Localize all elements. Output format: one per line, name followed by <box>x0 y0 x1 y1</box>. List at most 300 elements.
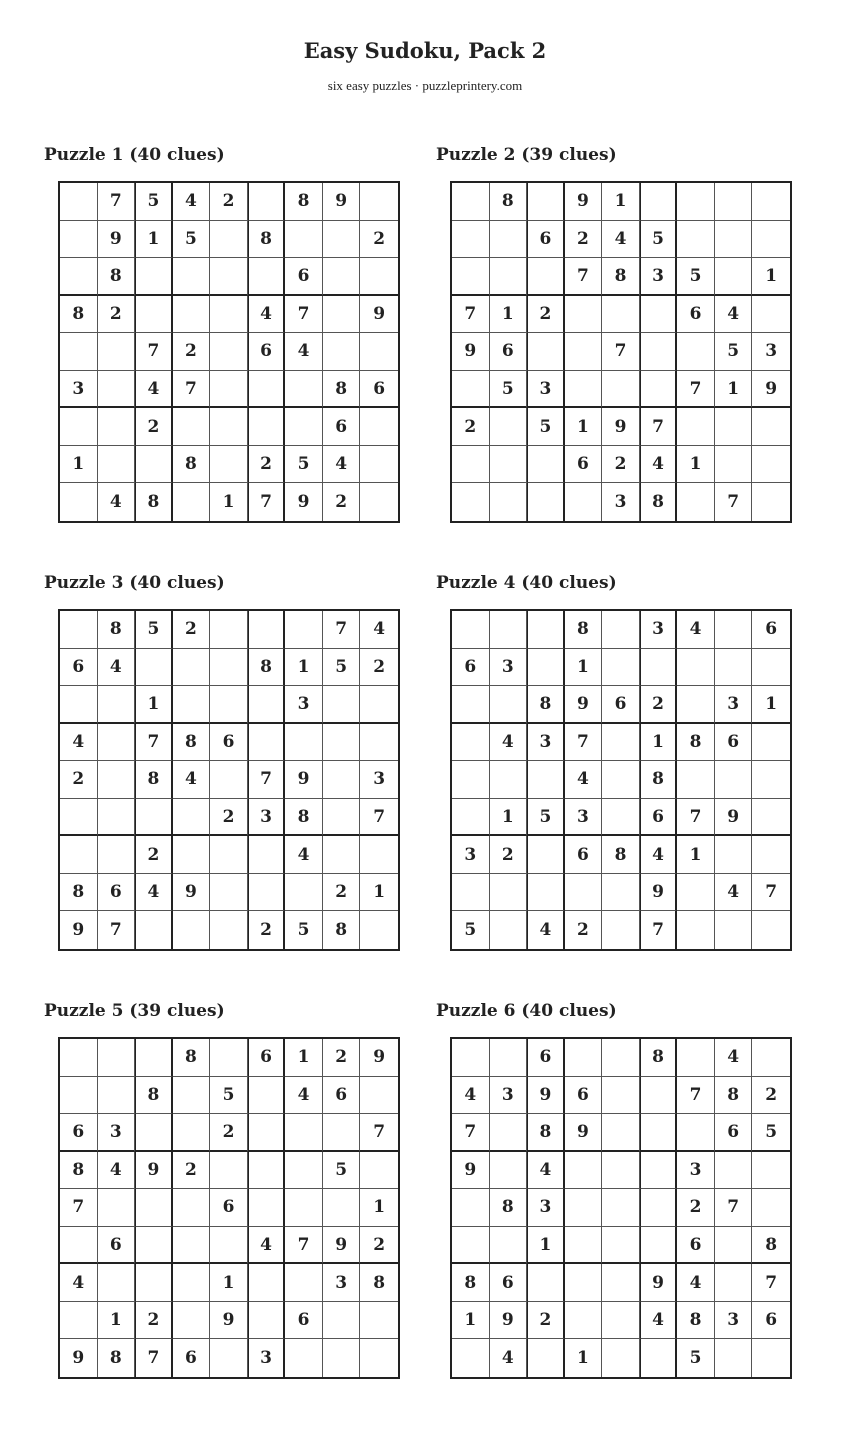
sudoku-cell[interactable]: 1 <box>135 686 173 724</box>
sudoku-cell[interactable] <box>248 1264 286 1302</box>
sudoku-cell[interactable]: 6 <box>60 649 98 687</box>
sudoku-cell[interactable] <box>752 1339 790 1377</box>
sudoku-cell[interactable] <box>752 911 790 949</box>
sudoku-cell[interactable] <box>360 483 398 521</box>
sudoku-cell[interactable] <box>715 1339 753 1377</box>
sudoku-cell[interactable]: 1 <box>360 1189 398 1227</box>
sudoku-cell[interactable] <box>752 1039 790 1077</box>
sudoku-cell[interactable] <box>527 258 565 296</box>
sudoku-cell[interactable]: 2 <box>135 1302 173 1340</box>
sudoku-cell[interactable]: 4 <box>715 874 753 912</box>
sudoku-cell[interactable] <box>602 611 640 649</box>
sudoku-cell[interactable] <box>677 1114 715 1152</box>
sudoku-cell[interactable] <box>640 333 678 371</box>
sudoku-cell[interactable] <box>248 408 286 446</box>
sudoku-cell[interactable]: 8 <box>60 296 98 334</box>
sudoku-cell[interactable] <box>452 483 490 521</box>
sudoku-cell[interactable] <box>210 1227 248 1265</box>
sudoku-cell[interactable]: 3 <box>452 836 490 874</box>
sudoku-cell[interactable] <box>677 1039 715 1077</box>
sudoku-cell[interactable]: 7 <box>752 1264 790 1302</box>
sudoku-cell[interactable]: 1 <box>210 1264 248 1302</box>
sudoku-cell[interactable]: 7 <box>323 611 361 649</box>
sudoku-cell[interactable]: 6 <box>285 258 323 296</box>
sudoku-cell[interactable] <box>323 799 361 837</box>
sudoku-cell[interactable] <box>60 836 98 874</box>
sudoku-cell[interactable]: 8 <box>98 1339 136 1377</box>
sudoku-cell[interactable] <box>452 446 490 484</box>
sudoku-cell[interactable] <box>98 446 136 484</box>
sudoku-cell[interactable] <box>210 371 248 409</box>
sudoku-cell[interactable]: 8 <box>677 724 715 762</box>
sudoku-cell[interactable]: 8 <box>527 686 565 724</box>
sudoku-cell[interactable] <box>452 874 490 912</box>
sudoku-cell[interactable]: 1 <box>752 686 790 724</box>
sudoku-cell[interactable] <box>98 408 136 446</box>
sudoku-cell[interactable]: 9 <box>452 333 490 371</box>
sudoku-cell[interactable]: 1 <box>98 1302 136 1340</box>
sudoku-cell[interactable]: 3 <box>640 611 678 649</box>
sudoku-cell[interactable]: 8 <box>677 1302 715 1340</box>
sudoku-cell[interactable] <box>60 258 98 296</box>
sudoku-cell[interactable] <box>360 724 398 762</box>
sudoku-cell[interactable]: 8 <box>173 724 211 762</box>
sudoku-cell[interactable]: 8 <box>173 1039 211 1077</box>
sudoku-cell[interactable] <box>135 911 173 949</box>
sudoku-cell[interactable] <box>248 258 286 296</box>
sudoku-cell[interactable] <box>60 221 98 259</box>
sudoku-cell[interactable] <box>323 836 361 874</box>
sudoku-cell[interactable]: 3 <box>490 1077 528 1115</box>
sudoku-cell[interactable]: 4 <box>135 874 173 912</box>
sudoku-cell[interactable] <box>602 911 640 949</box>
sudoku-cell[interactable] <box>640 183 678 221</box>
sudoku-cell[interactable] <box>173 1114 211 1152</box>
sudoku-cell[interactable]: 1 <box>452 1302 490 1340</box>
sudoku-cell[interactable] <box>285 1152 323 1190</box>
sudoku-cell[interactable]: 1 <box>285 649 323 687</box>
sudoku-cell[interactable]: 8 <box>285 799 323 837</box>
sudoku-cell[interactable]: 6 <box>285 1302 323 1340</box>
sudoku-cell[interactable] <box>285 1189 323 1227</box>
sudoku-cell[interactable]: 1 <box>527 1227 565 1265</box>
sudoku-cell[interactable] <box>452 1227 490 1265</box>
sudoku-cell[interactable] <box>490 686 528 724</box>
sudoku-cell[interactable] <box>565 1227 603 1265</box>
sudoku-cell[interactable] <box>490 611 528 649</box>
sudoku-cell[interactable]: 3 <box>285 686 323 724</box>
sudoku-cell[interactable] <box>323 221 361 259</box>
sudoku-cell[interactable] <box>285 611 323 649</box>
sudoku-cell[interactable]: 2 <box>210 183 248 221</box>
sudoku-cell[interactable] <box>173 1264 211 1302</box>
sudoku-cell[interactable]: 7 <box>640 408 678 446</box>
sudoku-cell[interactable] <box>360 258 398 296</box>
sudoku-cell[interactable] <box>360 1339 398 1377</box>
sudoku-cell[interactable]: 6 <box>527 1039 565 1077</box>
sudoku-cell[interactable]: 3 <box>640 258 678 296</box>
sudoku-cell[interactable]: 9 <box>285 761 323 799</box>
sudoku-cell[interactable]: 5 <box>210 1077 248 1115</box>
sudoku-cell[interactable] <box>527 333 565 371</box>
sudoku-cell[interactable] <box>98 836 136 874</box>
sudoku-cell[interactable]: 7 <box>677 371 715 409</box>
sudoku-cell[interactable] <box>752 446 790 484</box>
sudoku-cell[interactable] <box>752 799 790 837</box>
sudoku-cell[interactable] <box>452 611 490 649</box>
sudoku-cell[interactable] <box>527 483 565 521</box>
sudoku-cell[interactable] <box>173 1302 211 1340</box>
sudoku-cell[interactable]: 7 <box>360 1114 398 1152</box>
sudoku-cell[interactable] <box>565 371 603 409</box>
sudoku-cell[interactable]: 1 <box>490 296 528 334</box>
sudoku-cell[interactable] <box>98 1264 136 1302</box>
sudoku-cell[interactable] <box>602 724 640 762</box>
sudoku-cell[interactable]: 8 <box>640 1039 678 1077</box>
sudoku-cell[interactable] <box>210 686 248 724</box>
sudoku-cell[interactable]: 4 <box>98 1152 136 1190</box>
sudoku-cell[interactable] <box>60 1039 98 1077</box>
sudoku-cell[interactable] <box>677 483 715 521</box>
sudoku-cell[interactable]: 9 <box>210 1302 248 1340</box>
sudoku-cell[interactable] <box>323 1189 361 1227</box>
sudoku-cell[interactable]: 6 <box>360 371 398 409</box>
sudoku-cell[interactable] <box>452 686 490 724</box>
sudoku-cell[interactable]: 4 <box>490 724 528 762</box>
sudoku-cell[interactable]: 6 <box>490 1264 528 1302</box>
sudoku-cell[interactable] <box>173 258 211 296</box>
sudoku-cell[interactable] <box>173 1189 211 1227</box>
sudoku-cell[interactable]: 5 <box>527 408 565 446</box>
sudoku-cell[interactable]: 2 <box>173 333 211 371</box>
sudoku-cell[interactable] <box>98 724 136 762</box>
sudoku-cell[interactable]: 2 <box>640 686 678 724</box>
sudoku-cell[interactable]: 1 <box>360 874 398 912</box>
sudoku-cell[interactable] <box>323 1302 361 1340</box>
sudoku-cell[interactable] <box>452 1339 490 1377</box>
sudoku-cell[interactable]: 3 <box>60 371 98 409</box>
sudoku-cell[interactable] <box>715 649 753 687</box>
sudoku-cell[interactable] <box>173 686 211 724</box>
sudoku-cell[interactable]: 4 <box>527 1152 565 1190</box>
sudoku-cell[interactable] <box>60 408 98 446</box>
sudoku-cell[interactable]: 9 <box>323 1227 361 1265</box>
sudoku-cell[interactable] <box>210 1339 248 1377</box>
sudoku-cell[interactable]: 4 <box>285 333 323 371</box>
sudoku-cell[interactable] <box>490 761 528 799</box>
sudoku-cell[interactable] <box>602 1189 640 1227</box>
sudoku-cell[interactable] <box>135 1264 173 1302</box>
sudoku-cell[interactable]: 9 <box>60 1339 98 1377</box>
sudoku-cell[interactable]: 2 <box>210 799 248 837</box>
sudoku-cell[interactable]: 4 <box>640 446 678 484</box>
sudoku-cell[interactable] <box>285 1339 323 1377</box>
sudoku-cell[interactable] <box>210 333 248 371</box>
sudoku-cell[interactable]: 2 <box>360 1227 398 1265</box>
sudoku-cell[interactable]: 9 <box>360 1039 398 1077</box>
sudoku-cell[interactable] <box>602 874 640 912</box>
sudoku-cell[interactable] <box>527 1339 565 1377</box>
sudoku-cell[interactable] <box>452 799 490 837</box>
sudoku-cell[interactable]: 6 <box>565 836 603 874</box>
sudoku-cell[interactable] <box>173 649 211 687</box>
sudoku-cell[interactable]: 4 <box>452 1077 490 1115</box>
sudoku-cell[interactable]: 9 <box>98 221 136 259</box>
sudoku-cell[interactable]: 2 <box>452 408 490 446</box>
sudoku-cell[interactable] <box>452 258 490 296</box>
sudoku-cell[interactable]: 1 <box>677 446 715 484</box>
sudoku-cell[interactable]: 5 <box>285 911 323 949</box>
sudoku-cell[interactable]: 7 <box>715 483 753 521</box>
sudoku-cell[interactable]: 2 <box>565 911 603 949</box>
sudoku-cell[interactable]: 6 <box>715 1114 753 1152</box>
sudoku-cell[interactable]: 2 <box>98 296 136 334</box>
sudoku-cell[interactable] <box>565 296 603 334</box>
sudoku-cell[interactable] <box>173 296 211 334</box>
sudoku-cell[interactable]: 6 <box>323 408 361 446</box>
sudoku-cell[interactable]: 2 <box>602 446 640 484</box>
sudoku-cell[interactable]: 6 <box>677 1227 715 1265</box>
sudoku-cell[interactable] <box>210 1039 248 1077</box>
sudoku-cell[interactable] <box>565 1264 603 1302</box>
sudoku-cell[interactable] <box>490 258 528 296</box>
sudoku-cell[interactable] <box>210 649 248 687</box>
sudoku-cell[interactable] <box>565 333 603 371</box>
sudoku-cell[interactable]: 8 <box>602 836 640 874</box>
sudoku-cell[interactable]: 5 <box>490 371 528 409</box>
sudoku-cell[interactable] <box>248 724 286 762</box>
sudoku-cell[interactable]: 4 <box>285 836 323 874</box>
sudoku-cell[interactable]: 8 <box>490 1189 528 1227</box>
sudoku-cell[interactable]: 3 <box>248 799 286 837</box>
sudoku-cell[interactable] <box>360 911 398 949</box>
sudoku-cell[interactable] <box>210 408 248 446</box>
sudoku-cell[interactable]: 7 <box>135 724 173 762</box>
sudoku-cell[interactable]: 5 <box>323 1152 361 1190</box>
sudoku-cell[interactable]: 4 <box>677 611 715 649</box>
sudoku-cell[interactable] <box>360 408 398 446</box>
sudoku-cell[interactable] <box>60 483 98 521</box>
sudoku-cell[interactable]: 4 <box>98 649 136 687</box>
sudoku-cell[interactable] <box>715 611 753 649</box>
sudoku-cell[interactable]: 9 <box>323 183 361 221</box>
sudoku-cell[interactable]: 3 <box>565 799 603 837</box>
sudoku-cell[interactable] <box>248 371 286 409</box>
sudoku-cell[interactable] <box>490 408 528 446</box>
sudoku-cell[interactable]: 6 <box>60 1114 98 1152</box>
sudoku-cell[interactable]: 3 <box>98 1114 136 1152</box>
sudoku-cell[interactable] <box>210 221 248 259</box>
sudoku-cell[interactable]: 7 <box>60 1189 98 1227</box>
sudoku-cell[interactable]: 7 <box>135 333 173 371</box>
sudoku-cell[interactable] <box>248 836 286 874</box>
sudoku-cell[interactable] <box>527 874 565 912</box>
sudoku-cell[interactable]: 3 <box>715 686 753 724</box>
sudoku-cell[interactable]: 9 <box>135 1152 173 1190</box>
sudoku-cell[interactable] <box>173 408 211 446</box>
sudoku-cell[interactable]: 3 <box>527 1189 565 1227</box>
sudoku-cell[interactable]: 9 <box>565 183 603 221</box>
sudoku-cell[interactable] <box>285 1264 323 1302</box>
sudoku-cell[interactable] <box>60 1227 98 1265</box>
sudoku-cell[interactable] <box>565 874 603 912</box>
sudoku-cell[interactable] <box>602 1264 640 1302</box>
sudoku-cell[interactable] <box>715 408 753 446</box>
sudoku-cell[interactable] <box>527 836 565 874</box>
sudoku-cell[interactable] <box>452 183 490 221</box>
sudoku-cell[interactable] <box>285 221 323 259</box>
sudoku-cell[interactable] <box>640 1339 678 1377</box>
sudoku-cell[interactable]: 4 <box>565 761 603 799</box>
sudoku-cell[interactable]: 3 <box>248 1339 286 1377</box>
sudoku-cell[interactable] <box>248 1077 286 1115</box>
sudoku-cell[interactable]: 8 <box>173 446 211 484</box>
sudoku-cell[interactable] <box>715 761 753 799</box>
sudoku-cell[interactable]: 5 <box>752 1114 790 1152</box>
sudoku-cell[interactable] <box>565 483 603 521</box>
sudoku-cell[interactable] <box>173 1077 211 1115</box>
sudoku-cell[interactable] <box>135 1114 173 1152</box>
sudoku-cell[interactable] <box>752 483 790 521</box>
sudoku-cell[interactable]: 5 <box>135 611 173 649</box>
sudoku-cell[interactable]: 2 <box>323 1039 361 1077</box>
sudoku-cell[interactable]: 8 <box>360 1264 398 1302</box>
sudoku-cell[interactable] <box>490 483 528 521</box>
sudoku-cell[interactable]: 9 <box>60 911 98 949</box>
sudoku-cell[interactable]: 5 <box>323 649 361 687</box>
sudoku-cell[interactable] <box>752 649 790 687</box>
sudoku-cell[interactable]: 8 <box>248 649 286 687</box>
sudoku-cell[interactable] <box>752 1189 790 1227</box>
sudoku-cell[interactable]: 7 <box>135 1339 173 1377</box>
sudoku-cell[interactable]: 1 <box>490 799 528 837</box>
sudoku-cell[interactable] <box>323 296 361 334</box>
sudoku-cell[interactable]: 8 <box>527 1114 565 1152</box>
sudoku-cell[interactable] <box>452 1189 490 1227</box>
sudoku-cell[interactable] <box>715 1264 753 1302</box>
sudoku-cell[interactable]: 2 <box>527 1302 565 1340</box>
sudoku-cell[interactable] <box>715 258 753 296</box>
sudoku-cell[interactable]: 9 <box>565 1114 603 1152</box>
sudoku-cell[interactable] <box>752 408 790 446</box>
sudoku-cell[interactable]: 5 <box>173 221 211 259</box>
sudoku-cell[interactable] <box>173 836 211 874</box>
sudoku-cell[interactable]: 4 <box>248 296 286 334</box>
sudoku-cell[interactable] <box>285 1114 323 1152</box>
sudoku-cell[interactable]: 3 <box>490 649 528 687</box>
sudoku-cell[interactable] <box>210 761 248 799</box>
sudoku-cell[interactable]: 8 <box>60 1152 98 1190</box>
sudoku-cell[interactable]: 8 <box>752 1227 790 1265</box>
sudoku-cell[interactable] <box>285 371 323 409</box>
sudoku-cell[interactable] <box>452 761 490 799</box>
sudoku-cell[interactable] <box>210 296 248 334</box>
sudoku-cell[interactable] <box>527 649 565 687</box>
sudoku-cell[interactable]: 8 <box>135 761 173 799</box>
sudoku-cell[interactable]: 4 <box>323 446 361 484</box>
sudoku-cell[interactable]: 7 <box>285 1227 323 1265</box>
sudoku-cell[interactable]: 4 <box>527 911 565 949</box>
sudoku-cell[interactable]: 2 <box>677 1189 715 1227</box>
sudoku-cell[interactable] <box>452 371 490 409</box>
sudoku-cell[interactable]: 7 <box>98 183 136 221</box>
sudoku-cell[interactable]: 8 <box>98 258 136 296</box>
sudoku-cell[interactable]: 6 <box>323 1077 361 1115</box>
sudoku-cell[interactable]: 5 <box>715 333 753 371</box>
sudoku-cell[interactable] <box>98 1077 136 1115</box>
sudoku-cell[interactable]: 7 <box>565 724 603 762</box>
sudoku-cell[interactable]: 9 <box>360 296 398 334</box>
sudoku-cell[interactable]: 4 <box>640 1302 678 1340</box>
sudoku-cell[interactable] <box>323 724 361 762</box>
sudoku-cell[interactable] <box>640 371 678 409</box>
sudoku-cell[interactable]: 7 <box>565 258 603 296</box>
sudoku-cell[interactable]: 7 <box>248 761 286 799</box>
sudoku-cell[interactable] <box>210 446 248 484</box>
sudoku-cell[interactable]: 9 <box>285 483 323 521</box>
sudoku-cell[interactable]: 2 <box>752 1077 790 1115</box>
sudoku-cell[interactable] <box>248 686 286 724</box>
sudoku-cell[interactable] <box>60 799 98 837</box>
sudoku-cell[interactable]: 7 <box>677 1077 715 1115</box>
sudoku-cell[interactable]: 8 <box>602 258 640 296</box>
sudoku-cell[interactable]: 8 <box>640 483 678 521</box>
sudoku-cell[interactable] <box>565 1189 603 1227</box>
sudoku-cell[interactable]: 7 <box>752 874 790 912</box>
sudoku-cell[interactable] <box>565 1152 603 1190</box>
sudoku-cell[interactable] <box>640 296 678 334</box>
sudoku-cell[interactable] <box>285 408 323 446</box>
sudoku-cell[interactable] <box>248 1114 286 1152</box>
sudoku-cell[interactable] <box>98 1189 136 1227</box>
sudoku-cell[interactable] <box>715 836 753 874</box>
sudoku-cell[interactable]: 1 <box>640 724 678 762</box>
sudoku-cell[interactable]: 8 <box>248 221 286 259</box>
sudoku-cell[interactable] <box>715 1152 753 1190</box>
sudoku-cell[interactable]: 7 <box>602 333 640 371</box>
sudoku-cell[interactable]: 6 <box>752 1302 790 1340</box>
sudoku-cell[interactable] <box>210 836 248 874</box>
sudoku-cell[interactable]: 3 <box>677 1152 715 1190</box>
sudoku-cell[interactable]: 3 <box>715 1302 753 1340</box>
sudoku-cell[interactable] <box>640 1227 678 1265</box>
sudoku-cell[interactable]: 9 <box>640 874 678 912</box>
sudoku-cell[interactable] <box>452 724 490 762</box>
sudoku-cell[interactable] <box>677 333 715 371</box>
sudoku-cell[interactable]: 4 <box>248 1227 286 1265</box>
sudoku-cell[interactable]: 5 <box>452 911 490 949</box>
sudoku-cell[interactable]: 8 <box>452 1264 490 1302</box>
sudoku-cell[interactable] <box>98 799 136 837</box>
sudoku-cell[interactable]: 5 <box>677 1339 715 1377</box>
sudoku-cell[interactable] <box>715 183 753 221</box>
sudoku-cell[interactable]: 7 <box>452 296 490 334</box>
sudoku-cell[interactable] <box>135 446 173 484</box>
sudoku-cell[interactable]: 3 <box>323 1264 361 1302</box>
sudoku-cell[interactable] <box>715 446 753 484</box>
sudoku-cell[interactable]: 2 <box>135 408 173 446</box>
sudoku-cell[interactable]: 6 <box>210 1189 248 1227</box>
sudoku-cell[interactable] <box>285 724 323 762</box>
sudoku-cell[interactable] <box>135 258 173 296</box>
sudoku-cell[interactable] <box>602 1302 640 1340</box>
sudoku-cell[interactable] <box>98 761 136 799</box>
sudoku-cell[interactable] <box>173 911 211 949</box>
sudoku-cell[interactable]: 1 <box>602 183 640 221</box>
sudoku-cell[interactable] <box>715 911 753 949</box>
sudoku-cell[interactable]: 3 <box>602 483 640 521</box>
sudoku-cell[interactable] <box>135 1039 173 1077</box>
